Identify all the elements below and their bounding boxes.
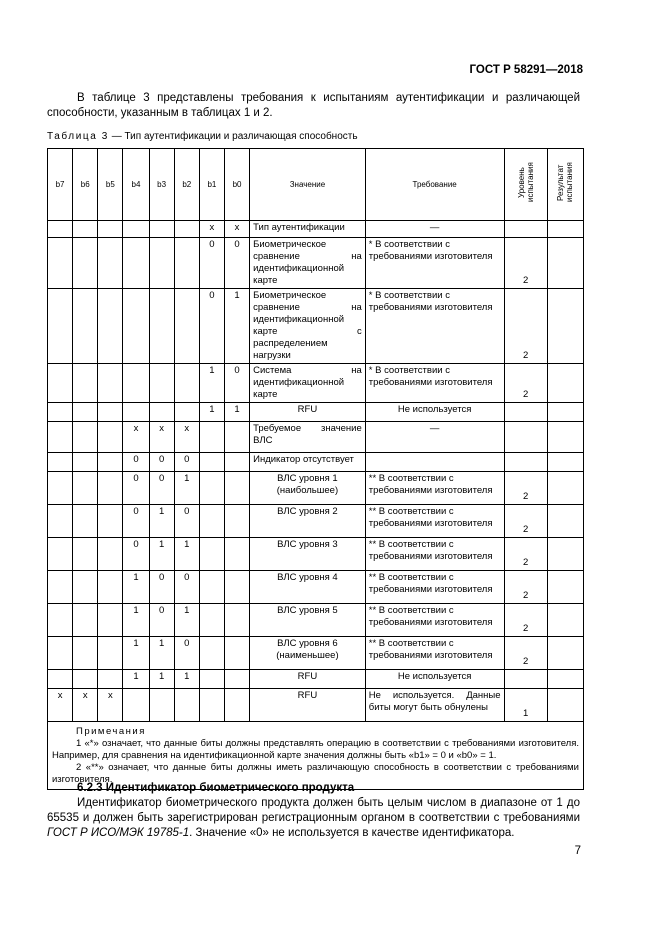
bit-cell-b1 [199,604,224,637]
value-cell: Индикатор отсутствует [250,453,366,472]
bit-cell-b6 [73,221,98,238]
note-2: 2 «**» означает, что данные биты должны иметь различающую способность в соответствии с требованиями изготовителя. [52,762,579,785]
bit-cell-b3: 0 [149,453,174,472]
bit-cell-b3 [149,403,174,422]
col-header-value: Значение [250,149,366,221]
bit-cell-b6 [73,403,98,422]
requirement-cell: * В соответствии с требованиями изготовителя [365,364,504,403]
bit-cell-b3: 0 [149,472,174,505]
bit-cell-b6 [73,571,98,604]
table-caption [47,131,358,142]
bit-cell-b1 [199,472,224,505]
test-level-cell: 1 [504,689,547,722]
table-row [48,670,584,689]
auth-table [47,148,584,790]
bit-cell-b5 [98,505,123,538]
test-level-cell: 2 [504,637,547,670]
table-row [48,364,584,403]
bit-cell-b0 [224,604,249,637]
requirement-cell: * В соответствии с требованиями изготовителя [365,289,504,364]
bit-cell-b4: 0 [123,472,149,505]
table-row [48,637,584,670]
bit-cell-b1 [199,637,224,670]
bit-cell-b6 [73,472,98,505]
bit-cell-b4 [123,221,149,238]
col-header-requirement: Требование [365,149,504,221]
bit-cell-b2: 1 [174,538,199,571]
bit-cell-b3: 1 [149,637,174,670]
bit-cell-b1: 0 [199,238,224,289]
test-level-cell [504,453,547,472]
requirement-cell: — [365,221,504,238]
bit-cell-b4: 1 [123,637,149,670]
bit-cell-b5 [98,637,123,670]
bit-cell-b6 [73,453,98,472]
table-row [48,453,584,472]
bit-cell-b0: 0 [224,238,249,289]
notes-row [48,722,584,790]
table-row [48,505,584,538]
requirement-cell: Не используется [365,403,504,422]
bit-cell-b4 [123,289,149,364]
value-cell: Требуемое значение ВЛС [250,422,366,453]
bit-cell-b7: x [48,689,73,722]
test-result-cell [547,604,583,637]
bit-cell-b7 [48,538,73,571]
bit-cell-b7 [48,472,73,505]
bit-cell-b6 [73,637,98,670]
bit-cell-b6 [73,289,98,364]
bit-cell-b4: x [123,422,149,453]
test-result-cell [547,472,583,505]
value-cell: Биометрическое сравнение на идентификационной карте [250,238,366,289]
bit-cell-b3 [149,238,174,289]
bit-cell-b0: 0 [224,364,249,403]
bit-cell-b5 [98,453,123,472]
bit-cell-b7 [48,604,73,637]
bit-cell-b4: 0 [123,453,149,472]
col-header-b2: b2 [174,149,199,221]
table-caption-title: — Тип аутентификации и различающая способность [111,131,358,142]
bit-cell-b1: 1 [199,403,224,422]
test-level-cell [504,221,547,238]
test-result-cell [547,403,583,422]
bit-cell-b7 [48,221,73,238]
bit-cell-b3: 0 [149,571,174,604]
bit-cell-b5 [98,364,123,403]
col-header-level [504,149,547,221]
value-cell: ВЛС уровня 4 [250,571,366,604]
value-cell: Тип аутентификации [250,221,366,238]
bit-cell-b5 [98,221,123,238]
table-row [48,238,584,289]
col-header-b0: b0 [224,149,249,221]
bit-cell-b2 [174,221,199,238]
test-result-cell [547,422,583,453]
value-cell: ВЛС уровня 5 [250,604,366,637]
value-cell: RFU [250,670,366,689]
bit-cell-b4 [123,403,149,422]
table-row [48,422,584,453]
bit-cell-b6: x [73,689,98,722]
test-result-cell [547,221,583,238]
bit-cell-b3: 0 [149,604,174,637]
table-row [48,689,584,722]
bit-cell-b6 [73,604,98,637]
bit-cell-b0 [224,637,249,670]
bit-cell-b2: 1 [174,604,199,637]
bit-cell-b5 [98,422,123,453]
bit-cell-b1 [199,422,224,453]
bit-cell-b7 [48,238,73,289]
table-caption-label: Таблица 3 [47,131,109,142]
test-level-cell: 2 [504,289,547,364]
bit-cell-b7 [48,505,73,538]
bit-cell-b1: x [199,221,224,238]
bit-cell-b7 [48,403,73,422]
bit-cell-b7 [48,422,73,453]
bit-cell-b2 [174,289,199,364]
value-cell: ВЛС уровня 1 (наибольшее) [250,472,366,505]
section-6-2-3 [47,781,580,841]
col-header-b5: b5 [98,149,123,221]
test-result-cell [547,571,583,604]
bit-cell-b3 [149,221,174,238]
bit-cell-b0 [224,538,249,571]
bit-cell-b0: 1 [224,403,249,422]
bit-cell-b2: x [174,422,199,453]
requirement-cell: Не используется. Данные биты могут быть обнулены [365,689,504,722]
bit-cell-b5 [98,238,123,289]
bit-cell-b0: 1 [224,289,249,364]
bit-cell-b1 [199,571,224,604]
bit-cell-b5 [98,538,123,571]
bit-cell-b3 [149,689,174,722]
bit-cell-b4 [123,689,149,722]
requirement-cell [365,453,504,472]
bit-cell-b3: 1 [149,670,174,689]
bit-cell-b7 [48,364,73,403]
table-row [48,604,584,637]
bit-cell-b7 [48,289,73,364]
bit-cell-b4: 1 [123,571,149,604]
bit-cell-b7 [48,571,73,604]
section-paragraph-text-b: . Значение «0» не используется в качестве идентификатора. [189,827,515,839]
bit-cell-b1 [199,670,224,689]
bit-cell-b6 [73,538,98,571]
bit-cell-b0 [224,472,249,505]
bit-cell-b4 [123,364,149,403]
col-header-b7: b7 [48,149,73,221]
bit-cell-b2 [174,238,199,289]
bit-cell-b2: 0 [174,571,199,604]
bit-cell-b6 [73,505,98,538]
table-row [48,472,584,505]
value-cell: RFU [250,403,366,422]
note-1: 1 «*» означает, что данные биты должны представлять операцию в соответствии с требованиями изготовителя. Например, для сравнения на идентификационной карте значения должны быть «b1» = 0 и «b0» = 1. [52,738,579,761]
bit-cell-b3: 1 [149,538,174,571]
value-cell: ВЛС уровня 2 [250,505,366,538]
table-row [48,538,584,571]
bit-cell-b0 [224,670,249,689]
test-result-cell [547,505,583,538]
bit-cell-b2: 0 [174,505,199,538]
test-level-cell: 2 [504,538,547,571]
test-level-cell: 2 [504,604,547,637]
requirement-cell: ** В соответствии с требованиями изготовителя [365,604,504,637]
bit-cell-b6 [73,422,98,453]
test-result-cell [547,538,583,571]
table-row [48,403,584,422]
bit-cell-b1 [199,453,224,472]
bit-cell-b3: x [149,422,174,453]
value-cell: ВЛС уровня 3 [250,538,366,571]
test-level-cell: 2 [504,505,547,538]
requirement-cell: Не используется [365,670,504,689]
requirement-cell: ** В соответствии с требованиями изготовителя [365,571,504,604]
requirement-cell: ** В соответствии с требованиями изготовителя [365,505,504,538]
test-level-cell: 2 [504,364,547,403]
bit-cell-b5 [98,670,123,689]
table-notes [48,722,584,790]
bit-cell-b4: 0 [123,505,149,538]
col-header-b4: b4 [123,149,149,221]
requirement-cell: — [365,422,504,453]
bit-cell-b6 [73,670,98,689]
bit-cell-b7 [48,637,73,670]
bit-cell-b2 [174,403,199,422]
bit-cell-b7 [48,453,73,472]
col-header-b6: b6 [73,149,98,221]
requirement-cell: ** В соответствии с требованиями изготовителя [365,538,504,571]
test-result-cell [547,637,583,670]
table-row [48,289,584,364]
test-level-cell: 2 [504,238,547,289]
bit-cell-b5 [98,604,123,637]
value-cell: Система на идентификационной карте [250,364,366,403]
test-result-cell [547,689,583,722]
bit-cell-b3 [149,289,174,364]
requirement-cell: ** В соответствии с требованиями изготовителя [365,472,504,505]
bit-cell-b5 [98,472,123,505]
test-level-cell [504,403,547,422]
bit-cell-b4: 0 [123,538,149,571]
bit-cell-b2 [174,364,199,403]
test-level-cell: 2 [504,571,547,604]
bit-cell-b0 [224,422,249,453]
section-paragraph [47,796,580,841]
value-cell: Биометрическое сравнение на идентификационной карте с распределением нагрузки [250,289,366,364]
bit-cell-b2: 0 [174,453,199,472]
bit-cell-b0 [224,689,249,722]
bit-cell-b5: x [98,689,123,722]
test-level-cell [504,670,547,689]
test-level-cell [504,422,547,453]
bit-cell-b1 [199,538,224,571]
value-cell: ВЛС уровня 6 (наименьшее) [250,637,366,670]
bit-cell-b7 [48,670,73,689]
bit-cell-b6 [73,238,98,289]
bit-cell-b3 [149,364,174,403]
bit-cell-b5 [98,571,123,604]
bit-cell-b5 [98,289,123,364]
requirement-cell: ** В соответствии с требованиями изготовителя [365,637,504,670]
bit-cell-b0 [224,571,249,604]
col-header-level-text: Уровень испытания [516,162,535,203]
bit-cell-b2: 1 [174,472,199,505]
bit-cell-b4: 1 [123,670,149,689]
bit-cell-b6 [73,364,98,403]
bit-cell-b4: 1 [123,604,149,637]
bit-cell-b0: x [224,221,249,238]
bit-cell-b4 [123,238,149,289]
test-result-cell [547,289,583,364]
bit-cell-b5 [98,403,123,422]
page-number: 7 [574,845,581,857]
bit-cell-b1: 0 [199,289,224,364]
bit-cell-b1 [199,689,224,722]
test-level-cell: 2 [504,472,547,505]
value-cell: RFU [250,689,366,722]
table-row [48,571,584,604]
bit-cell-b2: 0 [174,637,199,670]
section-paragraph-text-a: Идентификатор биометрического продукта должен быть целым числом в диапазоне от 1 до 65535 и должен быть зарегистрирован регистрационным органом в соответствии с требованиями [47,797,580,824]
col-header-result-text: Результат испытания [556,162,575,203]
requirement-cell: * В соответствии с требованиями изготовителя [365,238,504,289]
bit-cell-b2: 1 [174,670,199,689]
standard-designation: ГОСТ Р 58291—2018 [469,64,583,76]
bit-cell-b0 [224,505,249,538]
col-header-b1: b1 [199,149,224,221]
bit-cell-b3: 1 [149,505,174,538]
section-reference: ГОСТ Р ИСО/МЭК 19785-1 [47,827,190,839]
test-result-cell [547,670,583,689]
intro-paragraph: В таблице 3 представлены требования к испытаниям аутентификации и различающей способности, указанным в таблицах 1 и 2. [47,92,580,119]
notes-title: Примечания [76,726,146,737]
table-header-row [48,149,584,221]
test-result-cell [547,238,583,289]
bit-cell-b0 [224,453,249,472]
section-title: 6.2.3 Идентификатор биометрического продукта [77,782,355,794]
col-header-b3: b3 [149,149,174,221]
bit-cell-b1 [199,505,224,538]
test-result-cell [547,453,583,472]
col-header-result [547,149,583,221]
table-row [48,221,584,238]
bit-cell-b1: 1 [199,364,224,403]
test-result-cell [547,364,583,403]
bit-cell-b2 [174,689,199,722]
